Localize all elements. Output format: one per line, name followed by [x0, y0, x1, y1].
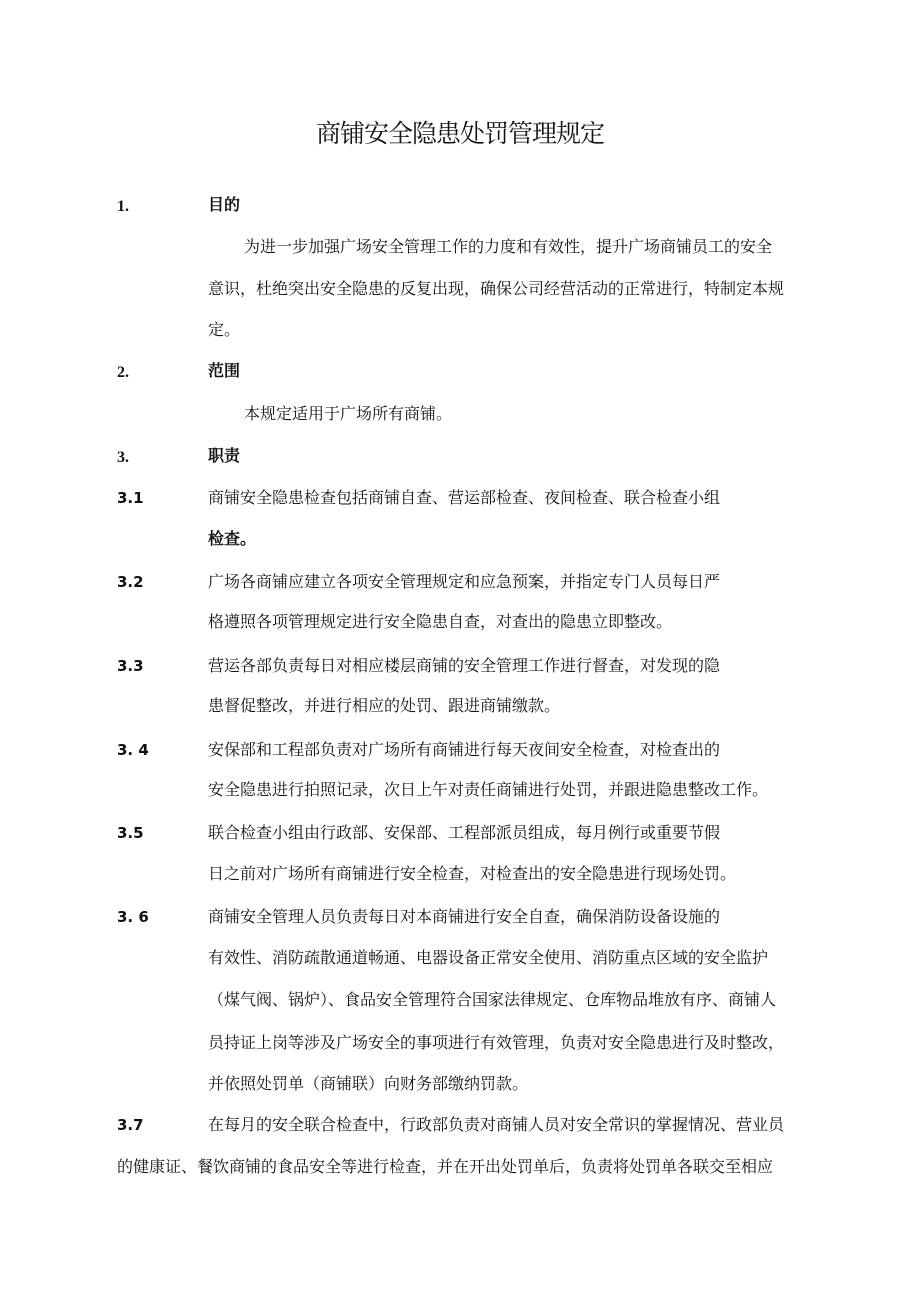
- clause-line: 检查。: [208, 529, 257, 548]
- section-heading: 职责: [208, 446, 241, 465]
- section-number: 3.: [117, 449, 129, 466]
- clause-line: 商铺安全隐患检查包括商铺自查、营运部检查、夜间检查、联合检查小组: [208, 488, 721, 507]
- clause-number: 3. 6: [117, 908, 149, 926]
- paragraph-line: 定。: [208, 320, 241, 339]
- section-heading: 范围: [208, 361, 241, 380]
- clause-line: 员持证上岗等涉及广场安全的事项进行有效管理，负责对安全隐患进行及时整改，: [208, 1033, 785, 1052]
- clause-number: 3.2: [117, 573, 144, 591]
- clause-line: 格遵照各项管理规定进行安全隐患自查，对查出的隐患立即整改。: [208, 612, 673, 631]
- clause-line: 在每月的安全联合检查中，行政部负责对商铺人员对安全常识的掌握情况、营业员: [208, 1115, 785, 1134]
- clause-number: 3.1: [117, 489, 144, 507]
- clause-line: 安全隐患进行拍照记录，次日上午对责任商铺进行处罚，并跟进隐患整改工作。: [208, 780, 769, 799]
- clause-line: 并依照处罚单（商铺联）向财务部缴纳罚款。: [208, 1074, 529, 1093]
- paragraph-line: 本规定适用于广场所有商铺。: [244, 404, 453, 423]
- section-heading: 目的: [208, 195, 241, 214]
- clause-line: 广场各商铺应建立各项安全管理规定和应急预案，并指定专门人员每日严: [208, 572, 721, 591]
- clause-number: 3.5: [117, 824, 144, 842]
- clause-line: 营运各部负责每日对相应楼层商铺的安全管理工作进行督查，对发现的隐: [208, 656, 721, 675]
- clause-line: 患督促整改，并进行相应的处罚、跟进商铺缴款。: [208, 696, 561, 715]
- clause-line: 有效性、消防疏散通道畅通、电器设备正常安全使用、消防重点区域的安全监护: [208, 948, 769, 967]
- clause-line: 安保部和工程部负责对广场所有商铺进行每天夜间安全检查，对检查出的: [208, 740, 721, 759]
- section-number: 1.: [117, 198, 129, 215]
- clause-line: （煤气阀、锅炉）、食品安全管理符合国家法律规定、仓库物品堆放有序、商铺人: [208, 990, 777, 1009]
- clause-line: 日之前对广场所有商铺进行安全检查，对检查出的安全隐患进行现场处罚。: [208, 864, 737, 883]
- clause-line: 的健康证、餐饮商铺的食品安全等进行检查，并在开出处罚单后，负责将处罚单各联交至相应: [117, 1157, 774, 1176]
- paragraph-line: 意识，杜绝突出安全隐患的反复出现，确保公司经营活动的正常进行，特制定本规: [208, 279, 785, 298]
- clause-line: 商铺安全管理人员负责每日对本商铺进行安全自查，确保消防设备设施的: [208, 907, 721, 926]
- section-number: 2.: [117, 364, 129, 381]
- clause-number: 3. 4: [117, 741, 149, 759]
- clause-line: 联合检查小组由行政部、安保部、工程部派员组成，每月例行或重要节假: [208, 823, 721, 842]
- clause-number: 3.7: [117, 1116, 144, 1134]
- clause-number: 3.3: [117, 657, 144, 675]
- paragraph-line: 为进一步加强广场安全管理工作的力度和有效性，提升广场商铺员工的安全: [244, 237, 773, 256]
- page-title: 商铺安全隐患处罚管理规定: [315, 119, 604, 148]
